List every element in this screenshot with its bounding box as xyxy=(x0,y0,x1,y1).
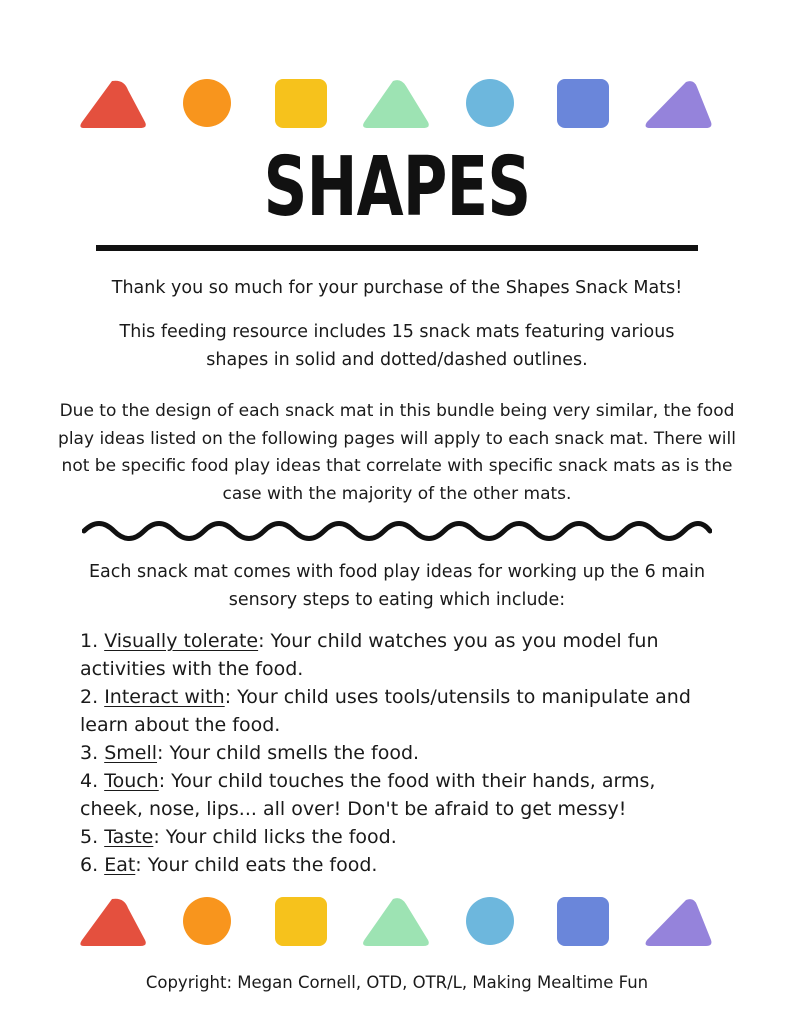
intro-paragraph: Each snack mat comes with food play ideas for working up the 6 main sensory steps to eating which include: xyxy=(88,562,706,610)
red-triangle-icon xyxy=(80,899,145,946)
includes-paragraph: This feeding resource includes 15 snack mats featuring various shapes in solid and dotted/dashed outlines. xyxy=(119,322,675,370)
step-3 xyxy=(80,739,720,767)
yellow-rounded-square-icon xyxy=(275,897,327,946)
orange-circle-icon xyxy=(183,79,231,127)
step-2 xyxy=(80,683,720,739)
step-term: Interact with xyxy=(104,686,225,708)
purple-triangle-icon xyxy=(646,81,712,128)
green-triangle-icon xyxy=(363,80,429,128)
red-triangle-icon xyxy=(80,81,145,128)
step-1 xyxy=(80,627,720,683)
step-5 xyxy=(80,823,720,851)
blue-circle-icon xyxy=(466,897,514,945)
step-description: : Your child uses tools/utensils to manipulate and learn about the food. xyxy=(80,686,691,736)
sensory-steps-list xyxy=(80,627,720,879)
step-number: 4. xyxy=(80,770,99,792)
top-shapes-row xyxy=(0,78,794,130)
step-number: 3. xyxy=(80,742,99,764)
step-term: Smell xyxy=(104,742,158,764)
design-paragraph: Due to the design of each snack mat in this bundle being very similar, the food play ideas listed on the following pages will apply to each snack mat. There will not be specific food play ideas that correlate with specific snack mats as is the case with the majority of the other mats. xyxy=(58,401,736,504)
title-divider xyxy=(96,245,698,251)
step-4 xyxy=(80,767,720,823)
step-description: : Your child eats the food. xyxy=(135,854,378,876)
step-number: 6. xyxy=(80,854,99,876)
step-number: 1. xyxy=(80,630,99,652)
indigo-rounded-square-icon xyxy=(557,897,609,946)
orange-circle-icon xyxy=(183,897,231,945)
blue-circle-icon xyxy=(466,79,514,127)
bottom-shapes-row xyxy=(0,896,794,948)
purple-triangle-icon xyxy=(646,899,712,946)
step-term: Touch xyxy=(104,770,159,792)
step-6 xyxy=(80,851,720,879)
step-description: : Your child touches the food with their hands, arms, cheek, nose, lips... all over! Don't be afraid to get messy! xyxy=(80,770,656,820)
step-term: Visually tolerate xyxy=(104,630,259,652)
step-term: Taste xyxy=(104,826,154,848)
step-description: : Your child licks the food. xyxy=(153,826,397,848)
step-number: 2. xyxy=(80,686,99,708)
step-description: : Your child smells the food. xyxy=(157,742,420,764)
step-term: Eat xyxy=(104,854,136,876)
step-number: 5. xyxy=(80,826,99,848)
green-triangle-icon xyxy=(363,898,429,946)
copyright-footer: Copyright: Megan Cornell, OTD, OTR/L, Making Mealtime Fun xyxy=(145,973,649,992)
wavy-divider xyxy=(82,516,712,546)
yellow-rounded-square-icon xyxy=(275,79,327,128)
page-title: SHAPES xyxy=(263,140,531,235)
thank-you-paragraph: Thank you so much for your purchase of the Shapes Snack Mats! xyxy=(111,278,683,298)
indigo-rounded-square-icon xyxy=(557,79,609,128)
step-description: : Your child watches you as you model fun activities with the food. xyxy=(80,630,659,680)
